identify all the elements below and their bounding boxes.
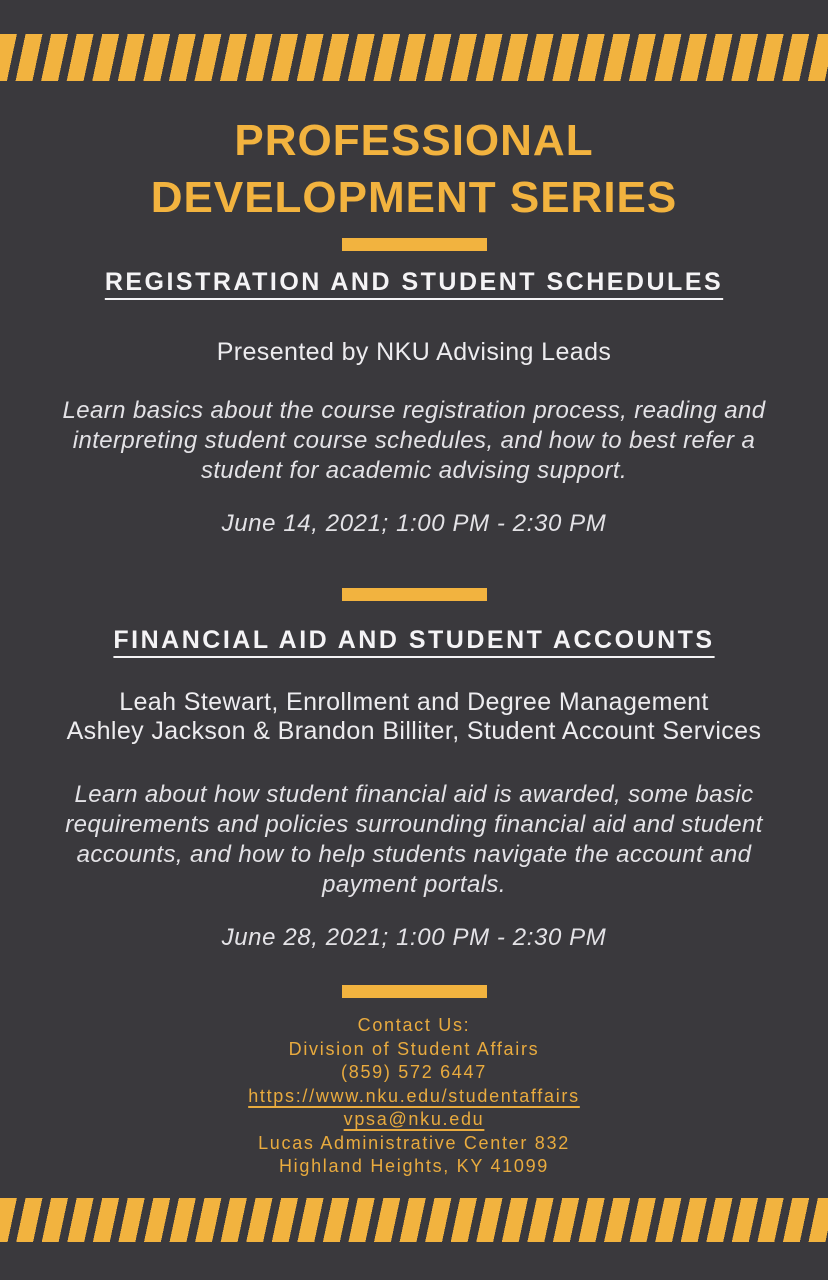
poster-title-line2: DEVELOPMENT SERIES — [150, 173, 678, 222]
poster-title — [0, 112, 828, 226]
address-line-1: Lucas Administrative Center 832 — [258, 1132, 570, 1153]
session-2-heading: FINANCIAL AID AND STUDENT ACCOUNTS — [113, 626, 715, 654]
session-2-datetime: June 28, 2021; 1:00 PM - 2:30 PM — [221, 924, 607, 951]
session-1-datetime: June 14, 2021; 1:00 PM - 2:30 PM — [221, 510, 607, 537]
poster-title-line1: PROFESSIONAL — [234, 116, 594, 165]
session-2-presenters — [0, 688, 828, 746]
presenter-line: Ashley Jackson & Brandon Billiter, Student Account Services — [66, 717, 762, 745]
contact-heading: Contact Us: — [357, 1015, 471, 1035]
section-divider-2 — [342, 588, 487, 601]
presenter-line: Presented by NKU Advising Leads — [216, 338, 612, 366]
hazard-stripe-top — [0, 34, 828, 81]
section-divider-3 — [342, 985, 487, 998]
hazard-stripe-bottom — [0, 1198, 828, 1242]
contact-organization: Division of Student Affairs — [288, 1038, 540, 1059]
session-1-heading: REGISTRATION AND STUDENT SCHEDULES — [104, 268, 724, 296]
section-divider-1 — [342, 238, 487, 251]
presenter-line: Leah Stewart, Enrollment and Degree Management — [119, 688, 709, 716]
session-1-presenters — [0, 338, 828, 367]
email-link[interactable]: vpsa@nku.edu — [343, 1109, 485, 1129]
website-link[interactable]: https://www.nku.edu/studentaffairs — [248, 1085, 580, 1106]
session-2-description: Learn about how student financial aid is awarded, some basic requirements and policies surrounding financial aid and student accounts, and how to help students navigate the account and payment portals. — [65, 781, 763, 898]
contact-block — [0, 1014, 828, 1179]
address-line-2: Highland Heights, KY 41099 — [278, 1156, 550, 1176]
contact-phone: (859) 572 6447 — [341, 1062, 487, 1082]
session-1-description: Learn basics about the course registration process, reading and interpreting student course schedules, and how to best refer a student for academic advising support. — [62, 397, 766, 484]
